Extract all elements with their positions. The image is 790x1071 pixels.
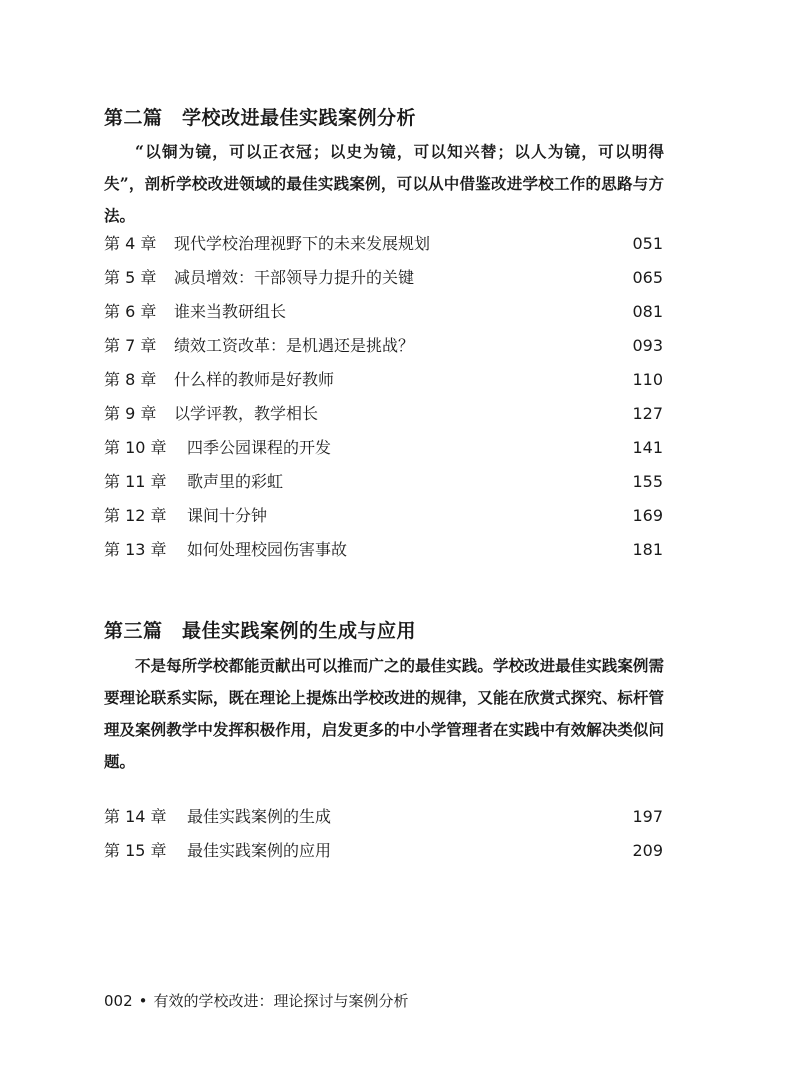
toc-chapter-number: 第 5 章	[104, 268, 157, 287]
toc-page-number: 127	[632, 404, 663, 423]
toc-chapter-title: 现代学校治理视野下的未来发展规划	[174, 234, 431, 253]
toc-row[interactable]	[104, 834, 663, 868]
part-2-toc	[104, 227, 663, 567]
part-3-toc	[104, 800, 663, 868]
toc-chapter-number: 第 8 章	[104, 370, 157, 389]
toc-chapter-number: 第 6 章	[104, 302, 157, 321]
toc-page-number: 169	[632, 506, 663, 525]
toc-chapter-number: 第 11 章	[104, 472, 167, 491]
toc-page-number: 051	[632, 234, 663, 253]
toc-chapter-title: 四季公园课程的开发	[187, 438, 332, 457]
toc-row[interactable]	[104, 800, 663, 834]
toc-row[interactable]	[104, 499, 663, 533]
toc-chapter-number: 第 13 章	[104, 540, 167, 559]
toc-chapter-number: 第 7 章	[104, 336, 157, 355]
toc-row[interactable]	[104, 295, 663, 329]
toc-page-number: 065	[632, 268, 663, 287]
toc-chapter-number: 第 9 章	[104, 404, 157, 423]
toc-chapter-number: 第 12 章	[104, 506, 167, 525]
part-3-title: 第三篇 最佳实践案例的生成与应用	[104, 620, 417, 642]
toc-chapter-title: 最佳实践案例的应用	[187, 841, 332, 860]
footer-page-number: 002	[104, 992, 133, 1010]
toc-chapter-number: 第 14 章	[104, 807, 167, 826]
toc-chapter-title: 什么样的教师是好教师	[174, 370, 335, 389]
toc-chapter-title: 绩效工资改革：是机遇还是挑战？	[174, 336, 415, 355]
toc-chapter-number: 第 4 章	[104, 234, 157, 253]
toc-page-number: 110	[632, 370, 663, 389]
toc-chapter-title: 课间十分钟	[187, 506, 268, 525]
toc-row[interactable]	[104, 397, 663, 431]
part-3-intro: 不是每所学校都能贡献出可以推而广之的最佳实践。学校改进最佳实践案例需要理论联系实际，既在理论上提炼出学校改进的规律，又能在欣赏式探究、标杆管理及案例教学中发挥积极作用，启发更多的中小学管理者在实践中有效解决类似问题。	[104, 656, 664, 771]
toc-page-number: 155	[632, 472, 663, 491]
toc-page-number: 197	[632, 807, 663, 826]
toc-row[interactable]	[104, 465, 663, 499]
toc-chapter-title: 谁来当教研组长	[174, 302, 287, 321]
toc-row[interactable]	[104, 227, 663, 261]
toc-chapter-title: 减员增效：干部领导力提升的关键	[174, 268, 415, 287]
toc-row[interactable]	[104, 431, 663, 465]
toc-row[interactable]	[104, 329, 663, 363]
toc-row[interactable]	[104, 533, 663, 567]
toc-page-number: 181	[632, 540, 663, 559]
toc-chapter-number: 第 15 章	[104, 841, 167, 860]
toc-page-number: 141	[632, 438, 663, 457]
page-footer	[104, 990, 409, 1011]
toc-chapter-number: 第 10 章	[104, 438, 167, 457]
toc-page-number: 209	[632, 841, 663, 860]
footer-book-title: 有效的学校改进：理论探讨与案例分析	[153, 992, 409, 1010]
part-2-title: 第二篇 学校改进最佳实践案例分析	[104, 107, 417, 129]
toc-row[interactable]	[104, 261, 663, 295]
toc-page-number: 093	[632, 336, 663, 355]
toc-chapter-title: 以学评教，教学相长	[174, 404, 319, 423]
part-2-intro: “以铜为镜，可以正衣冠；以史为镜，可以知兴替；以人为镜，可以明得失”，剖析学校改进领域的最佳实践案例，可以从中借鉴改进学校工作的思路与方法。	[104, 142, 664, 225]
toc-chapter-title: 如何处理校园伤害事故	[187, 540, 348, 559]
toc-page-number: 081	[632, 302, 663, 321]
toc-chapter-title: 歌声里的彩虹	[187, 472, 284, 491]
footer-separator: •	[138, 992, 148, 1010]
toc-row[interactable]	[104, 363, 663, 397]
toc-chapter-title: 最佳实践案例的生成	[187, 807, 332, 826]
